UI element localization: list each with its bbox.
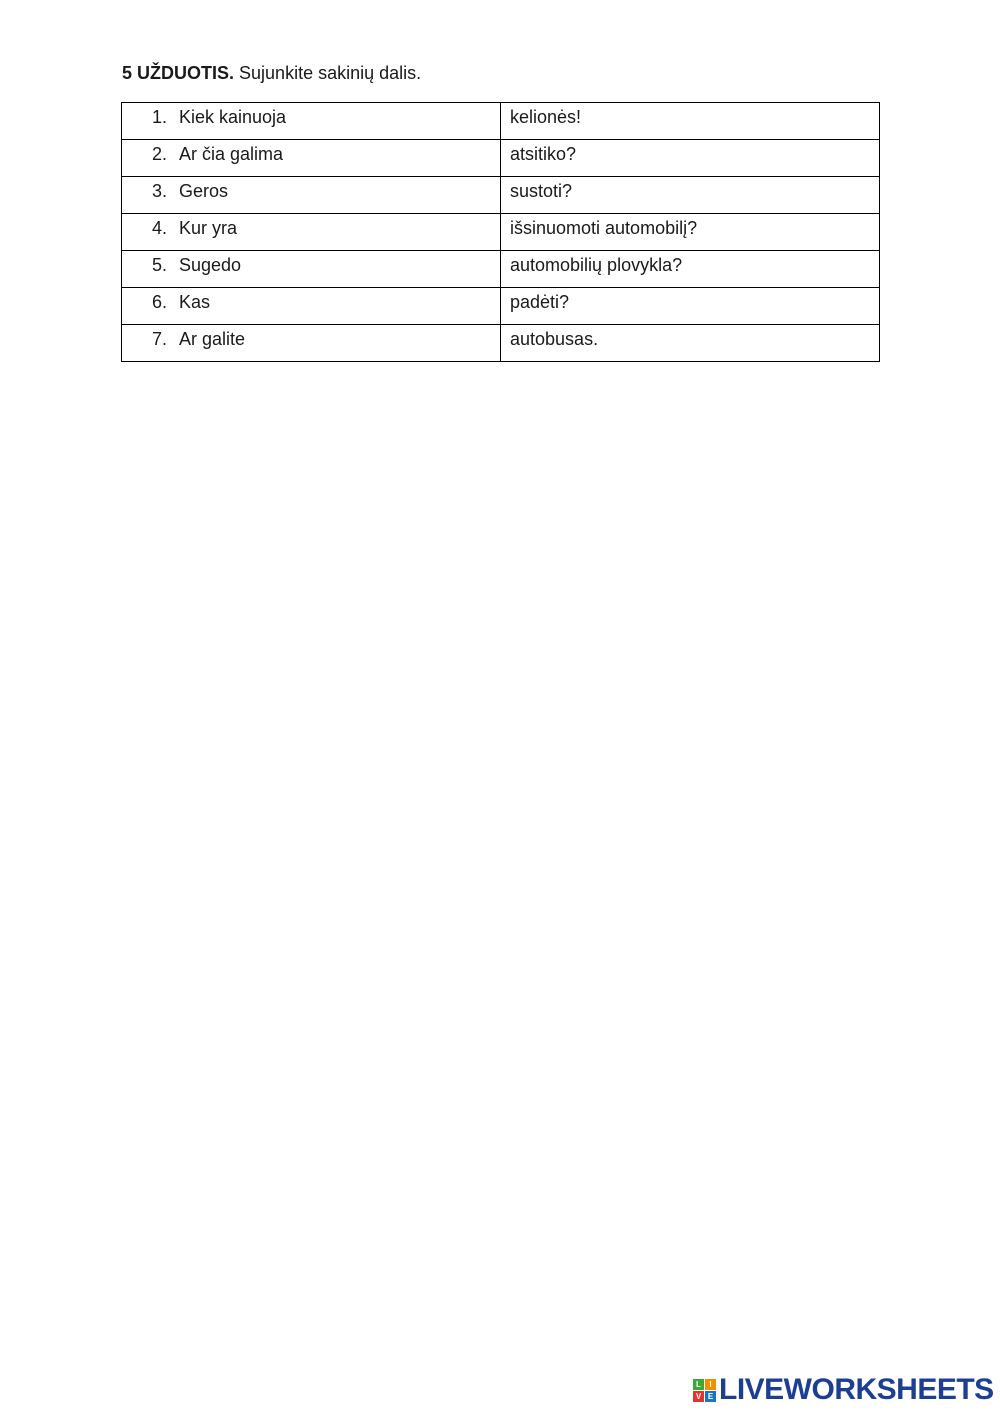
item-number: 2. bbox=[151, 144, 167, 164]
sentence-start-text: Kas bbox=[179, 292, 211, 312]
item-number: 3. bbox=[151, 181, 167, 201]
task-instruction: Sujunkite sakinių dalis. bbox=[239, 63, 422, 83]
sentence-start-cell bbox=[122, 140, 501, 177]
sentence-start-cell bbox=[122, 177, 501, 214]
logo-text: LIVEWORKSHEETS bbox=[719, 1373, 994, 1406]
sentence-end-cell bbox=[501, 214, 880, 251]
item-number: 7. bbox=[151, 329, 167, 349]
sentence-start-text: Ar galite bbox=[179, 329, 246, 349]
item-number: 6. bbox=[151, 292, 167, 312]
sentence-end-cell bbox=[501, 177, 880, 214]
item-number: 4. bbox=[151, 218, 167, 238]
sentence-start-cell bbox=[122, 214, 501, 251]
table-row bbox=[122, 177, 880, 214]
logo-mark-icon bbox=[693, 1379, 716, 1402]
logo-mark-tile: I bbox=[705, 1379, 716, 1390]
item-number: 1. bbox=[151, 107, 167, 127]
logo-mark-tile: E bbox=[705, 1391, 716, 1402]
sentence-end-cell bbox=[501, 140, 880, 177]
sentence-start-text: Geros bbox=[179, 181, 229, 201]
sentence-start-cell bbox=[122, 288, 501, 325]
logo-mark-tile: V bbox=[693, 1391, 704, 1402]
sentence-start-text: Kiek kainuoja bbox=[179, 107, 287, 127]
sentence-start-text: Sugedo bbox=[179, 255, 242, 275]
sentence-end-text: sustoti? bbox=[510, 181, 573, 201]
sentence-end-text: automobilių plovykla? bbox=[510, 255, 683, 275]
table-row bbox=[122, 251, 880, 288]
sentence-end-cell bbox=[501, 325, 880, 362]
liveworksheets-logo bbox=[693, 1373, 994, 1406]
sentence-start-cell bbox=[122, 325, 501, 362]
sentence-start-text: Ar čia galima bbox=[179, 144, 284, 164]
sentence-start-text: Kur yra bbox=[179, 218, 238, 238]
table-row bbox=[122, 140, 880, 177]
sentence-start-cell bbox=[122, 103, 501, 140]
item-number: 5. bbox=[151, 255, 167, 275]
sentence-start-cell bbox=[122, 251, 501, 288]
table-row bbox=[122, 103, 880, 140]
sentence-end-text: atsitiko? bbox=[510, 144, 577, 164]
task-number: 5 UŽDUOTIS. bbox=[122, 63, 235, 83]
sentence-end-cell bbox=[501, 103, 880, 140]
sentence-end-cell bbox=[501, 288, 880, 325]
sentence-end-cell bbox=[501, 251, 880, 288]
logo-mark-tile: L bbox=[693, 1379, 704, 1390]
matching-table-body bbox=[122, 103, 880, 362]
task-heading bbox=[122, 62, 421, 84]
table-row bbox=[122, 214, 880, 251]
sentence-end-text: autobusas. bbox=[510, 329, 599, 349]
table-row bbox=[122, 325, 880, 362]
matching-table bbox=[121, 102, 880, 362]
table-row bbox=[122, 288, 880, 325]
sentence-end-text: kelionės! bbox=[510, 107, 582, 127]
sentence-end-text: išsinuomoti automobilį? bbox=[510, 218, 698, 238]
sentence-end-text: padėti? bbox=[510, 292, 570, 312]
